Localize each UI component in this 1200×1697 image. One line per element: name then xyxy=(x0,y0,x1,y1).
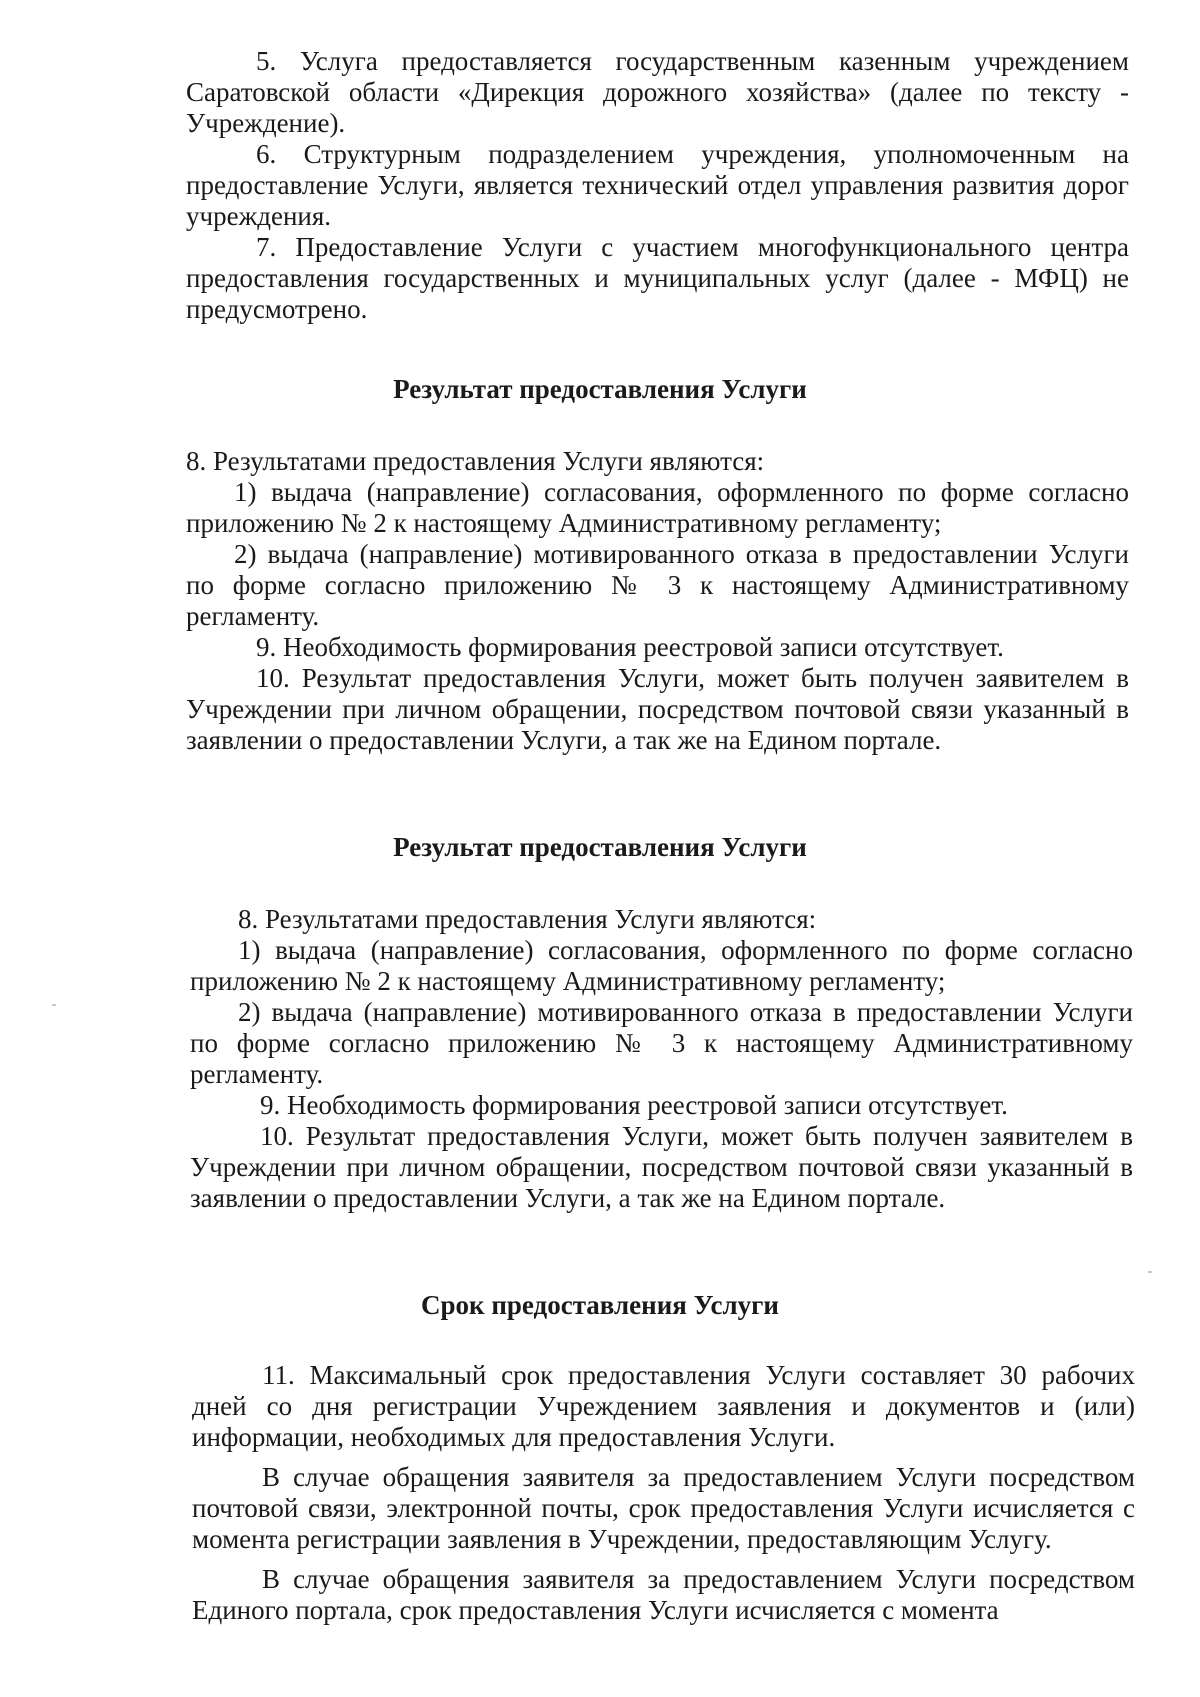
paragraph-10: 10. Результат предоставления Услуги, может быть получен заявителем в Учреждении при личном обращении, посредством почтовой связи указанный в заявлении о предоставлении Услуги, а так же на Едином портале. xyxy=(190,1121,1133,1213)
scan-speck xyxy=(52,1004,56,1006)
paragraph-8-1: 1) выдача (направление) согласования, оформленного по форме согласно приложению № 2 к настоящему Административному регламенту; xyxy=(186,477,1129,538)
paragraph-11-mail: В случае обращения заявителя за предоставлением Услуги посредством почтовой связи, электронной почты, срок предоставления Услуги исчисляется с момента регистрации заявления в Учреждении, предоставляющим Услугу. xyxy=(192,1462,1135,1554)
paragraph-8-2: 2) выдача (направление) мотивированного отказа в предоставлении Услуги по форме согласно приложению № 3 к настоящему Административному регламенту. xyxy=(186,539,1129,631)
paragraph-8-2: 2) выдача (направление) мотивированного отказа в предоставлении Услуги по форме согласно приложению № 3 к настоящему Административному регламенту. xyxy=(190,997,1133,1089)
paragraph-9: 9. Необходимость формирования реестровой записи отсутствует. xyxy=(256,632,1004,662)
paragraph-9: 9. Необходимость формирования реестровой записи отсутствует. xyxy=(260,1090,1008,1120)
section-heading-result-2: Результат предоставления Услуги xyxy=(393,832,807,862)
scan-speck xyxy=(1148,1271,1152,1273)
paragraph-8: 8. Результатами предоставления Услуги являются: xyxy=(238,904,817,934)
paragraph-8: 8. Результатами предоставления Услуги являются: xyxy=(186,446,765,476)
paragraph-7: 7. Предоставление Услуги с участием многофункционального центра предоставления государственных и муниципальных услуг (далее - МФЦ) не предусмотрено. xyxy=(186,232,1129,324)
section-term xyxy=(192,1360,1135,1626)
paragraph-5: 5. Услуга предоставляется государственным казенным учреждением Саратовской области «Дирекция дорожного хозяйства» (далее по тексту - Учреждение). xyxy=(186,46,1129,138)
paragraph-8-1: 1) выдача (направление) согласования, оформленного по форме согласно приложению № 2 к настоящему Административному регламенту; xyxy=(190,935,1133,996)
paragraph-11: 11. Максимальный срок предоставления Услуги составляет 30 рабочих дней со дня регистрации Учреждением заявления и документов и (или) информации, необходимых для предоставления Услуги. xyxy=(192,1360,1135,1452)
section-heading-term: Срок предоставления Услуги xyxy=(421,1290,779,1320)
paragraph-6: 6. Структурным подразделением учреждения, уполномоченным на предоставление Услуги, является технический отдел управления развития дорог учреждения. xyxy=(186,139,1129,231)
paragraph-10: 10. Результат предоставления Услуги, может быть получен заявителем в Учреждении при личном обращении, посредством почтовой связи указанный в заявлении о предоставлении Услуги, а так же на Едином портале. xyxy=(186,663,1129,755)
section-top xyxy=(186,46,1129,325)
section-result-2 xyxy=(190,904,1133,1214)
paragraph-11-portal: В случае обращения заявителя за предоставлением Услуги посредством Единого портала, срок предоставления Услуги исчисляется с момента xyxy=(192,1564,1135,1625)
section-result-1 xyxy=(186,446,1129,756)
section-heading-result-1: Результат предоставления Услуги xyxy=(393,374,807,404)
